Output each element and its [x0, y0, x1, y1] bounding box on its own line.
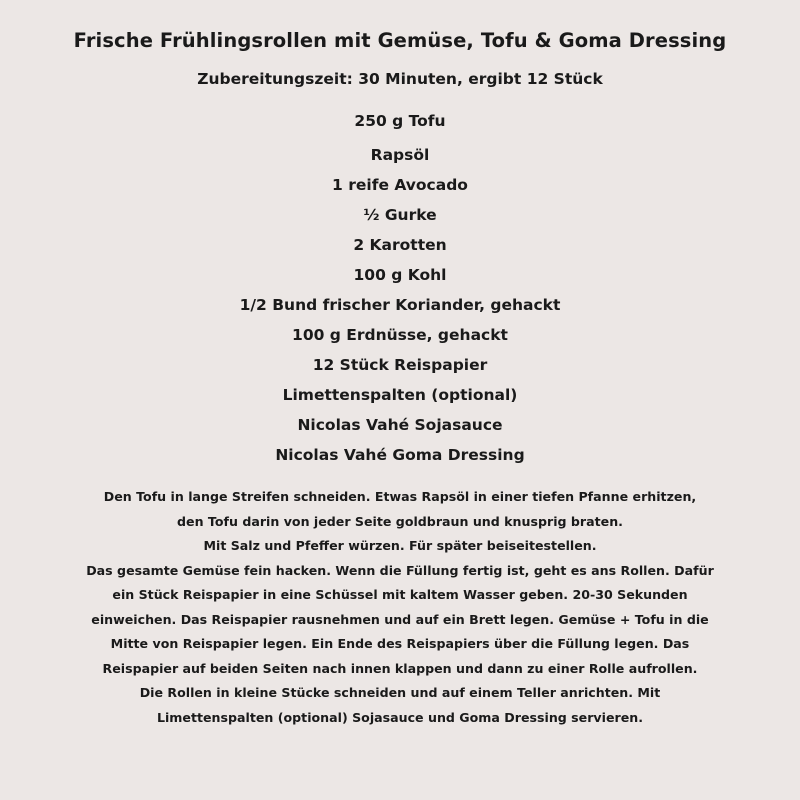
instruction-line: Reispapier auf beiden Seiten nach innen klappen und dann zu einer Rolle aufrollen.: [102, 660, 698, 676]
ingredient-item: 2 Karotten: [353, 236, 447, 254]
recipe-title: Frische Frühlingsrollen mit Gemüse, Tofu & Goma Dressing: [73, 29, 727, 52]
instruction-line: Die Rollen in kleine Stücke schneiden und auf einem Teller anrichten. Mit: [139, 685, 661, 700]
ingredient-item: Rapsöl: [370, 146, 430, 164]
instruction-line: Den Tofu in lange Streifen schneiden. Etwas Rapsöl in einer tiefen Pfanne erhitzen,: [103, 489, 697, 504]
ingredient-list: [0, 106, 800, 470]
ingredient-item: Nicolas Vahé Sojasauce: [297, 416, 503, 434]
ingredient-item: ½ Gurke: [363, 206, 437, 224]
prep-info: Zubereitungszeit: 30 Minuten, ergibt 12 Stück: [197, 70, 603, 88]
instruction-line: Mit Salz und Pfeffer würzen. Für später beiseitestellen.: [203, 538, 597, 553]
ingredient-item: Nicolas Vahé Goma Dressing: [275, 446, 525, 464]
instruction-line: ein Stück Reispapier in eine Schüssel mit kaltem Wasser geben. 20-30 Sekunden: [112, 587, 688, 602]
instruction-line: Mitte von Reispapier legen. Ein Ende des Reispapiers über die Füllung legen. Das: [110, 636, 690, 651]
instruction-line: Das gesamte Gemüse fein hacken. Wenn die Füllung fertig ist, geht es ans Rollen. Dafür: [86, 562, 714, 578]
ingredient-item: 250 g Tofu: [354, 112, 446, 130]
instruction-line: einweichen. Das Reispapier rausnehmen und auf ein Brett legen. Gemüse + Tofu in die: [91, 611, 709, 627]
ingredient-item: 100 g Erdnüsse, gehackt: [292, 326, 508, 344]
ingredient-item: Limettenspalten (optional): [282, 386, 518, 404]
ingredient-item: 12 Stück Reispapier: [312, 356, 488, 374]
instruction-line: den Tofu darin von jeder Seite goldbraun und knusprig braten.: [177, 513, 623, 529]
ingredient-item: 1/2 Bund frischer Koriander, gehackt: [239, 296, 561, 314]
ingredient-item: 100 g Kohl: [353, 266, 447, 284]
instruction-line: Limettenspalten (optional) Sojasauce und Goma Dressing servieren.: [156, 709, 644, 725]
ingredient-item: 1 reife Avocado: [332, 176, 468, 194]
instructions: [30, 485, 770, 730]
